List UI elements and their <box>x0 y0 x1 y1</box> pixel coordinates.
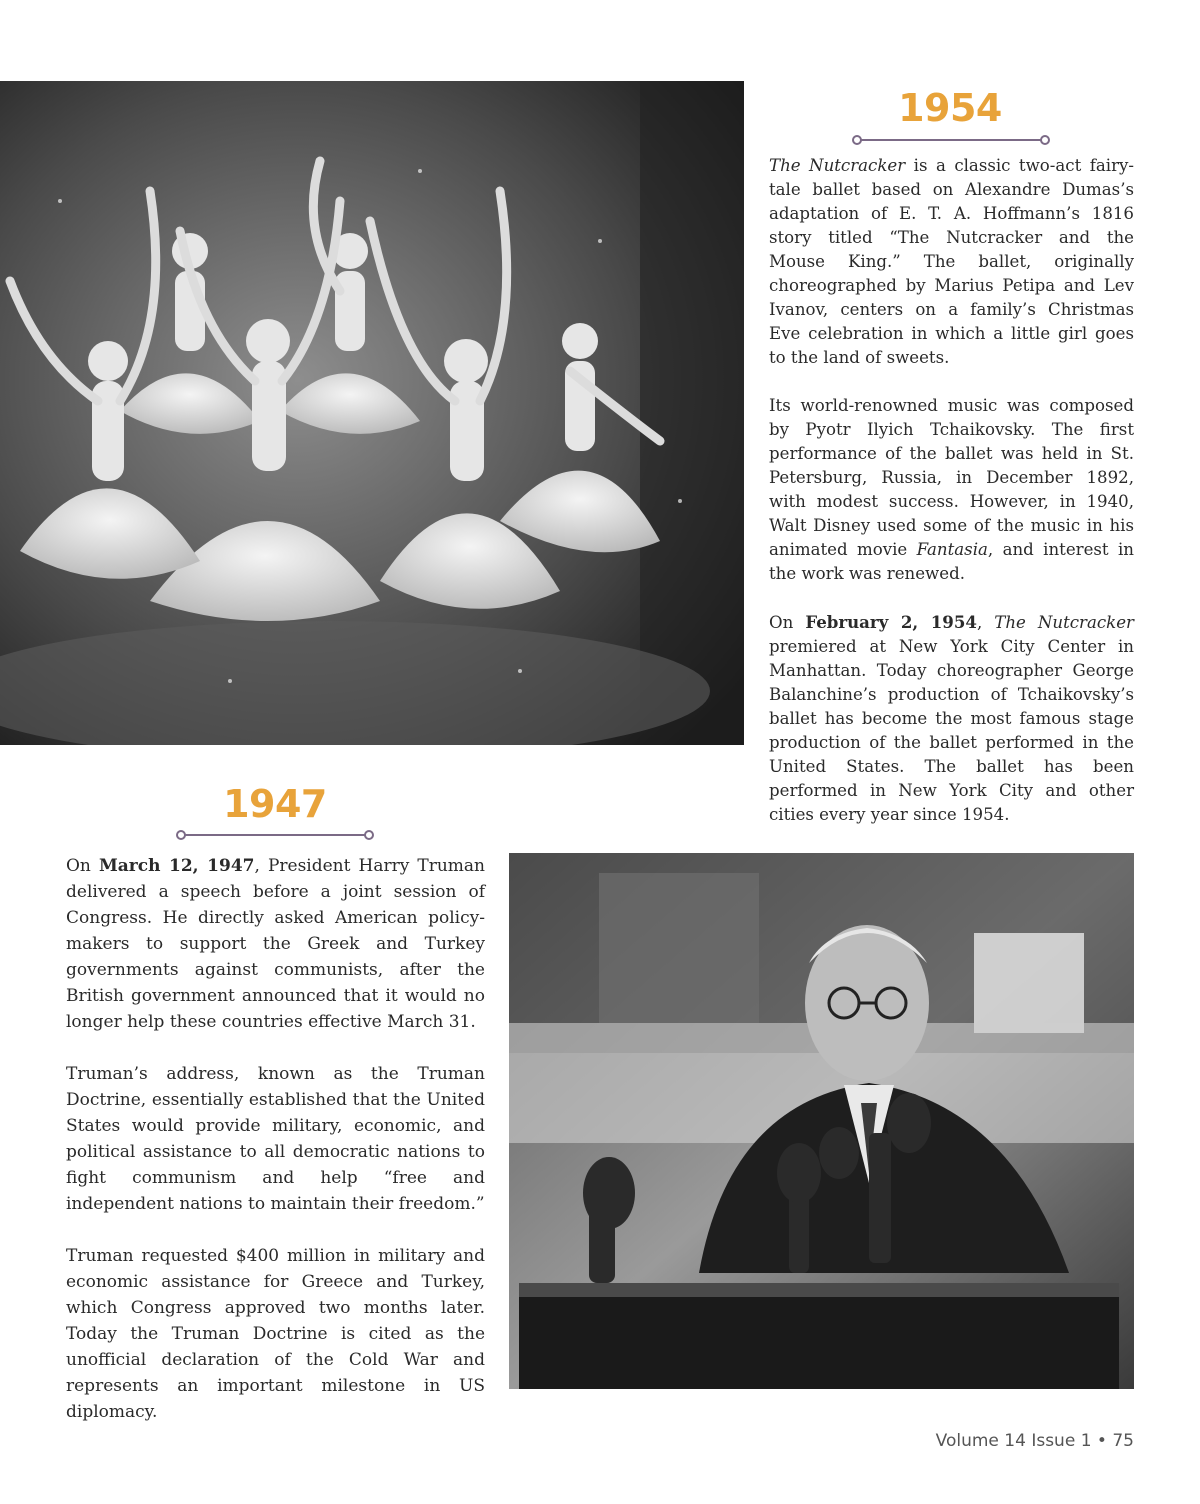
italic-title: Fantasia <box>916 540 988 559</box>
paragraph <box>769 610 1134 827</box>
text-run: , and interest in the work was renewed. <box>769 540 1134 583</box>
paragraph <box>769 154 1134 370</box>
article-1954 <box>769 154 1134 827</box>
footer-separator: • <box>1096 1431 1107 1451</box>
bold-date: March 12, 1947 <box>98 856 255 876</box>
truman-photo <box>509 853 1134 1389</box>
year-heading-1947: 1947 <box>223 782 327 826</box>
divider-line <box>181 834 369 836</box>
paragraph <box>769 394 1134 586</box>
text-run: , <box>976 613 995 632</box>
divider-line <box>857 139 1045 141</box>
divider-dot <box>1040 135 1050 145</box>
text-run: Its world-renowned music was composed by Pyotr Ilyich Tchaikovsky. The first performance of the ballet was held in St. Petersburg, Russia, in December 1892, with modest success. However, in 1940, Walt Disney used some of the music in his animated movie <box>769 396 1134 559</box>
paragraph: Truman’s address, known as the Truman Doctrine, essentially established that the United States would provide military, economic, and political assistance to all democratic nations to fight communism and help “free and independent nations to maintain their freedom.” <box>66 1064 485 1214</box>
text-run: is a classic two-act fairy-tale ballet based on Alexandre Dumas’s adaptation of E. T. A. Hoffmann’s 1816 story titled “The Nutcracker and the Mouse King.” The ballet, originally choreographed by Marius Petipa and Lev Ivanov, centers on a family’s Christmas Eve celebration in which a little girl goes to the land of sweets. <box>769 156 1134 367</box>
divider-ornament <box>852 135 1050 145</box>
text-run: On <box>66 856 99 876</box>
bold-date: February 2, 1954 <box>805 612 977 632</box>
divider-dot <box>852 135 862 145</box>
text-run: , President Harry Truman delivered a speech before a joint session of Congress. He directly asked American policy-makers to support the Greek and Turkey governments against communists, after the British government announced that it would no longer help these countries effective March 31. <box>66 856 485 1032</box>
ballet-photo <box>0 81 744 745</box>
page-number: 75 <box>1112 1431 1134 1451</box>
divider-dot <box>364 830 374 840</box>
italic-title: The Nutcracker <box>769 156 906 175</box>
paragraph: Truman requested $400 million in military and economic assistance for Greece and Turkey, which Congress approved two months later. Today the Truman Doctrine is cited as the unofficial declaration of the Cold War and represents an important milestone in US diplomacy. <box>66 1246 485 1422</box>
paragraph <box>66 853 485 1035</box>
divider-ornament <box>176 830 374 840</box>
text-run: premiered at New York City Center in Manhattan. Today choreographer George Balanchine’s production of Tchaikovsky’s ballet has become the most famous stage production of the ballet performed in the United States. The ballet has been performed in New York City and other cities every year since 1954. <box>769 637 1134 824</box>
divider-dot <box>176 830 186 840</box>
issue-label: Volume 14 Issue 1 <box>935 1431 1092 1451</box>
text-run: On <box>769 613 806 632</box>
year-heading-1954: 1954 <box>898 86 1002 130</box>
article-1947 <box>66 853 485 1425</box>
italic-title: The Nutcracker <box>994 613 1134 632</box>
page-footer <box>936 1431 1134 1451</box>
